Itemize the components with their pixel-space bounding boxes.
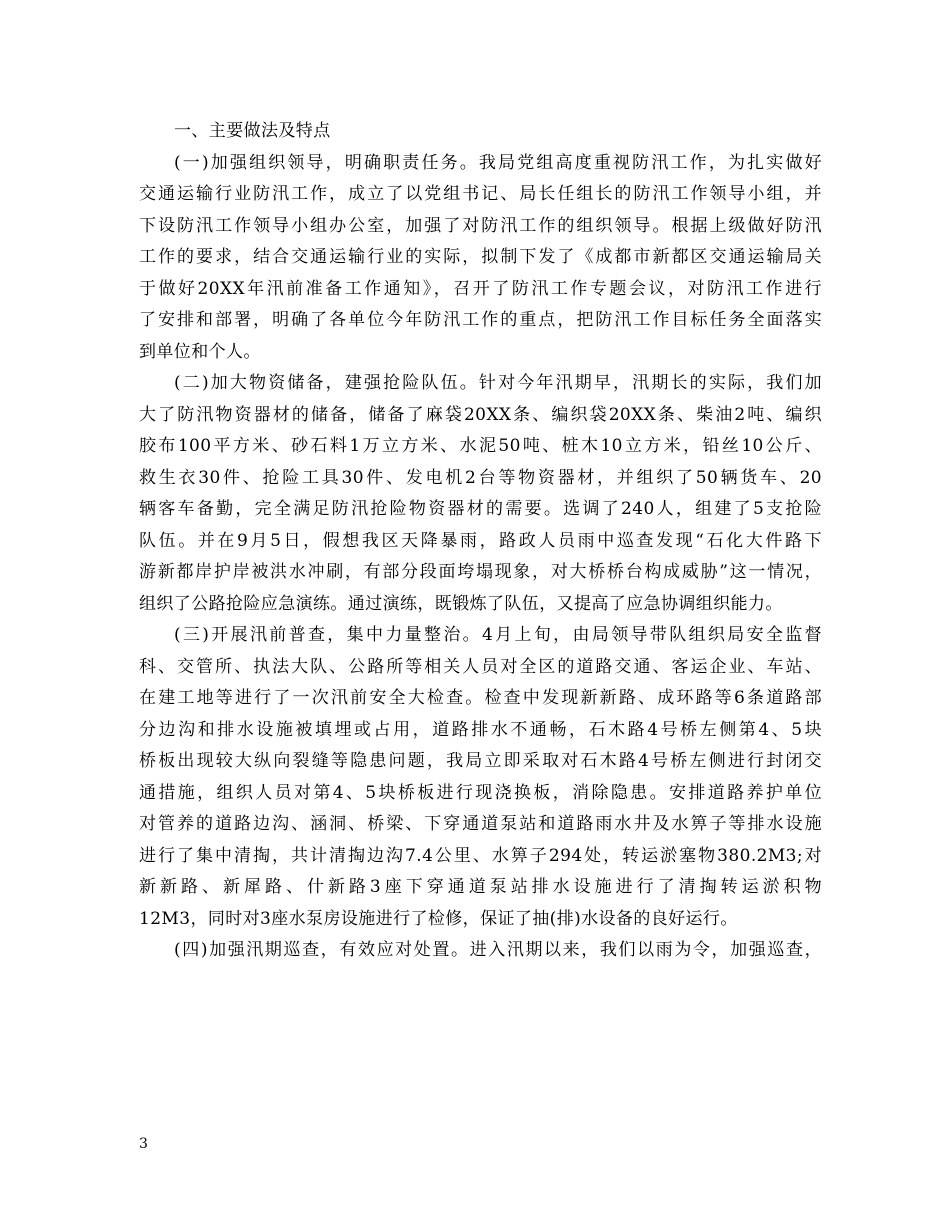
text-line: 桥板出现较大纵向裂缝等隐患问题，我局立即采取对石木路4号桥左侧进行封闭交 — [139, 751, 822, 771]
text-line: 分边沟和排水设施被填埋或占用，道路排水不通畅，石木路4号桥左侧第4、5块 — [139, 719, 822, 740]
body-text — [139, 116, 822, 967]
text-line: 在建工地等进行了一次汛前安全大检查。检查中发现新新路、成环路等6条道路部 — [139, 688, 822, 708]
text-line: 进行了集中清掏，共计清掏边沟7.4公里、水箅子294处，转运淤塞物380.2M3;对 — [139, 845, 822, 866]
text-line: 科、交管所、执法大队、公路所等相关人员对全区的道路交通、客运企业、车站、 — [139, 656, 822, 677]
text-line: 工作的要求，结合交通运输行业的实际，拟制下发了《成都市新都区交通运输局关 — [139, 247, 822, 267]
text-line: (三)开展汛前普查，集中力量整治。4月上旬，由局领导带队组织局安全监督 — [174, 625, 822, 645]
text-line: 到单位和个人。 — [139, 341, 261, 362]
text-line: 一、主要做法及特点 — [174, 121, 331, 141]
page-number: 3 — [139, 1136, 148, 1152]
text-line: 12M3，同时对3座水泵房设施进行了检修，保证了抽(排)水设备的良好运行。 — [139, 908, 738, 929]
text-line: 交通运输行业防汛工作，成立了以党组书记、局长任组长的防汛工作领导小组，并 — [139, 184, 822, 204]
text-line: 救生衣30件、抢险工具30件、发电机2台等物资器材，并组织了50辆货车、20 — [139, 467, 822, 488]
text-line: 组织了公路抢险应急演练。通过演练，既锻炼了队伍，又提高了应急协调组织能力。 — [139, 593, 783, 614]
text-line: 游新都岸护岸被洪水冲刷，有部分段面垮塌现象，对大桥桥台构成威胁”这一情况， — [139, 562, 822, 582]
text-line: 新新路、新犀路、什新路3座下穿通道泵站排水设施进行了清掏转运淤积物 — [139, 877, 822, 897]
text-line: (四)加强汛期巡查，有效应对处置。进入汛期以来，我们以雨为令，加强巡查， — [174, 940, 822, 960]
text-line: 队伍。并在9月5日，假想我区天降暴雨，路政人员雨中巡查发现“石化大件路下 — [139, 530, 822, 551]
text-line: (二)加大物资储备，建强抢险队伍。针对今年汛期早，汛期长的实际，我们加 — [174, 373, 822, 393]
text-line: 通措施，组织人员对第4、5块桥板进行现浇换板，消除隐患。安排道路养护单位 — [139, 782, 822, 803]
text-line: 对管养的道路边沟、涵洞、桥梁、下穿通道泵站和道路雨水井及水箅子等排水设施 — [139, 814, 822, 834]
text-line: 辆客车备勤，完全满足防汛抢险物资器材的需要。选调了240人，组建了5支抢险 — [139, 499, 822, 519]
text-line: (一)加强组织领导，明确职责任务。我局党组高度重视防汛工作，为扎实做好 — [174, 152, 822, 173]
text-line: 于做好20XX年汛前准备工作通知》，召开了防汛工作专题会议，对防汛工作进行 — [139, 278, 822, 299]
text-line: 了安排和部署，明确了各单位今年防汛工作的重点，把防汛工作目标任务全面落实 — [139, 310, 822, 330]
text-line: 胶布100平方米、砂石料1万立方米、水泥50吨、桩木10立方米，铅丝10公斤、 — [139, 436, 822, 456]
text-line: 大了防汛物资器材的储备，储备了麻袋20XX条、编织袋20XX条、柴油2吨、编织 — [139, 404, 822, 425]
text-line: 下设防汛工作领导小组办公室，加强了对防汛工作的组织领导。根据上级做好防汛 — [139, 215, 822, 236]
